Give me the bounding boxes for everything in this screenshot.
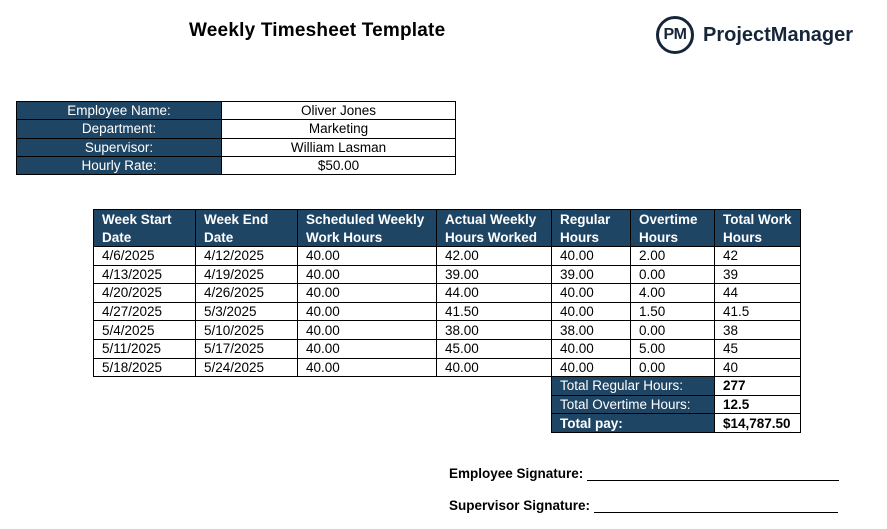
table-cell[interactable]: 38 [715, 321, 801, 340]
table-cell[interactable]: 40.00 [298, 284, 437, 303]
table-cell[interactable]: 42 [715, 247, 801, 266]
table-cell[interactable]: 5/18/2025 [94, 358, 196, 377]
table-row [94, 284, 801, 303]
summary-value[interactable]: $14,787.50 [715, 414, 801, 433]
column-header: Regular Hours [552, 210, 631, 247]
supervisor-signature [449, 498, 838, 513]
pm-logo-icon: PM [656, 16, 694, 54]
info-label: Employee Name: [17, 102, 222, 120]
table-cell[interactable]: 40.00 [298, 358, 437, 377]
table-cell[interactable]: 2.00 [631, 247, 715, 266]
table-cell[interactable]: 40.00 [298, 321, 437, 340]
employee-signature-line[interactable] [587, 467, 839, 481]
summary-spacer [94, 377, 552, 396]
table-cell[interactable]: 5/11/2025 [94, 339, 196, 358]
column-header: Week End Date [196, 210, 298, 247]
table-cell[interactable]: 44 [715, 284, 801, 303]
summary-row [94, 377, 801, 396]
column-header: Scheduled Weekly Work Hours [298, 210, 437, 247]
table-cell[interactable]: 0.00 [631, 321, 715, 340]
summary-row [94, 395, 801, 414]
info-row [17, 138, 456, 156]
table-row [94, 339, 801, 358]
table-cell[interactable]: 39.00 [552, 265, 631, 284]
table-cell[interactable]: 41.50 [437, 302, 552, 321]
info-row [17, 102, 456, 120]
info-row [17, 156, 456, 174]
table-cell[interactable]: 45 [715, 339, 801, 358]
table-cell[interactable]: 38.00 [552, 321, 631, 340]
timesheet-header-row [94, 210, 801, 247]
summary-row [94, 414, 801, 433]
table-row [94, 265, 801, 284]
table-cell[interactable]: 4/20/2025 [94, 284, 196, 303]
employee-signature-label: Employee Signature: [449, 466, 584, 481]
table-cell[interactable]: 4/27/2025 [94, 302, 196, 321]
table-cell[interactable]: 40.00 [298, 265, 437, 284]
column-header: Week Start Date [94, 210, 196, 247]
supervisor-signature-label: Supervisor Signature: [449, 498, 591, 513]
supervisor-signature-line[interactable] [594, 499, 838, 513]
info-label: Hourly Rate: [17, 156, 222, 174]
table-cell[interactable]: 40.00 [298, 302, 437, 321]
table-cell[interactable]: 40.00 [552, 358, 631, 377]
column-header: Actual Weekly Hours Worked [437, 210, 552, 247]
table-cell[interactable]: 4/19/2025 [196, 265, 298, 284]
brand-logo [656, 14, 853, 56]
table-cell[interactable]: 0.00 [631, 358, 715, 377]
summary-label: Total pay: [552, 414, 715, 433]
table-cell[interactable]: 39 [715, 265, 801, 284]
table-cell[interactable]: 4/6/2025 [94, 247, 196, 266]
hourly-rate-value[interactable]: $50.00 [222, 156, 456, 174]
table-row [94, 247, 801, 266]
table-cell[interactable]: 41.5 [715, 302, 801, 321]
table-cell[interactable]: 44.00 [437, 284, 552, 303]
brand-name: ProjectManager [703, 23, 854, 46]
summary-label: Total Regular Hours: [552, 377, 715, 396]
summary-value[interactable]: 277 [715, 377, 801, 396]
table-cell[interactable]: 4/26/2025 [196, 284, 298, 303]
summary-label: Total Overtime Hours: [552, 395, 715, 414]
table-cell[interactable]: 5/10/2025 [196, 321, 298, 340]
summary-spacer [94, 395, 552, 414]
table-cell[interactable]: 40.00 [298, 247, 437, 266]
employee-info-table [16, 101, 456, 175]
table-cell[interactable]: 42.00 [437, 247, 552, 266]
table-cell[interactable]: 45.00 [437, 339, 552, 358]
info-label: Supervisor: [17, 138, 222, 156]
table-row [94, 321, 801, 340]
table-row [94, 358, 801, 377]
department-value[interactable]: Marketing [222, 120, 456, 138]
table-cell[interactable]: 40.00 [437, 358, 552, 377]
table-cell[interactable]: 4/12/2025 [196, 247, 298, 266]
table-cell[interactable]: 39.00 [437, 265, 552, 284]
summary-value[interactable]: 12.5 [715, 395, 801, 414]
table-cell[interactable]: 4.00 [631, 284, 715, 303]
table-cell[interactable]: 40.00 [552, 284, 631, 303]
page-title: Weekly Timesheet Template [189, 20, 446, 41]
employee-signature [449, 466, 839, 481]
table-cell[interactable]: 5/3/2025 [196, 302, 298, 321]
table-cell[interactable]: 40 [715, 358, 801, 377]
column-header: Total Work Hours [715, 210, 801, 247]
table-cell[interactable]: 5/4/2025 [94, 321, 196, 340]
column-header: Overtime Hours [631, 210, 715, 247]
table-cell[interactable]: 1.50 [631, 302, 715, 321]
table-cell[interactable]: 5.00 [631, 339, 715, 358]
timesheet-table [93, 209, 801, 433]
table-cell[interactable]: 5/24/2025 [196, 358, 298, 377]
table-cell[interactable]: 5/17/2025 [196, 339, 298, 358]
summary-spacer [94, 414, 552, 433]
table-cell[interactable]: 40.00 [552, 247, 631, 266]
table-row [94, 302, 801, 321]
table-cell[interactable]: 40.00 [552, 339, 631, 358]
table-cell[interactable]: 38.00 [437, 321, 552, 340]
table-cell[interactable]: 40.00 [552, 302, 631, 321]
info-row [17, 120, 456, 138]
table-cell[interactable]: 0.00 [631, 265, 715, 284]
table-cell[interactable]: 40.00 [298, 339, 437, 358]
supervisor-value[interactable]: William Lasman [222, 138, 456, 156]
table-cell[interactable]: 4/13/2025 [94, 265, 196, 284]
employee-name-value[interactable]: Oliver Jones [222, 102, 456, 120]
info-label: Department: [17, 120, 222, 138]
